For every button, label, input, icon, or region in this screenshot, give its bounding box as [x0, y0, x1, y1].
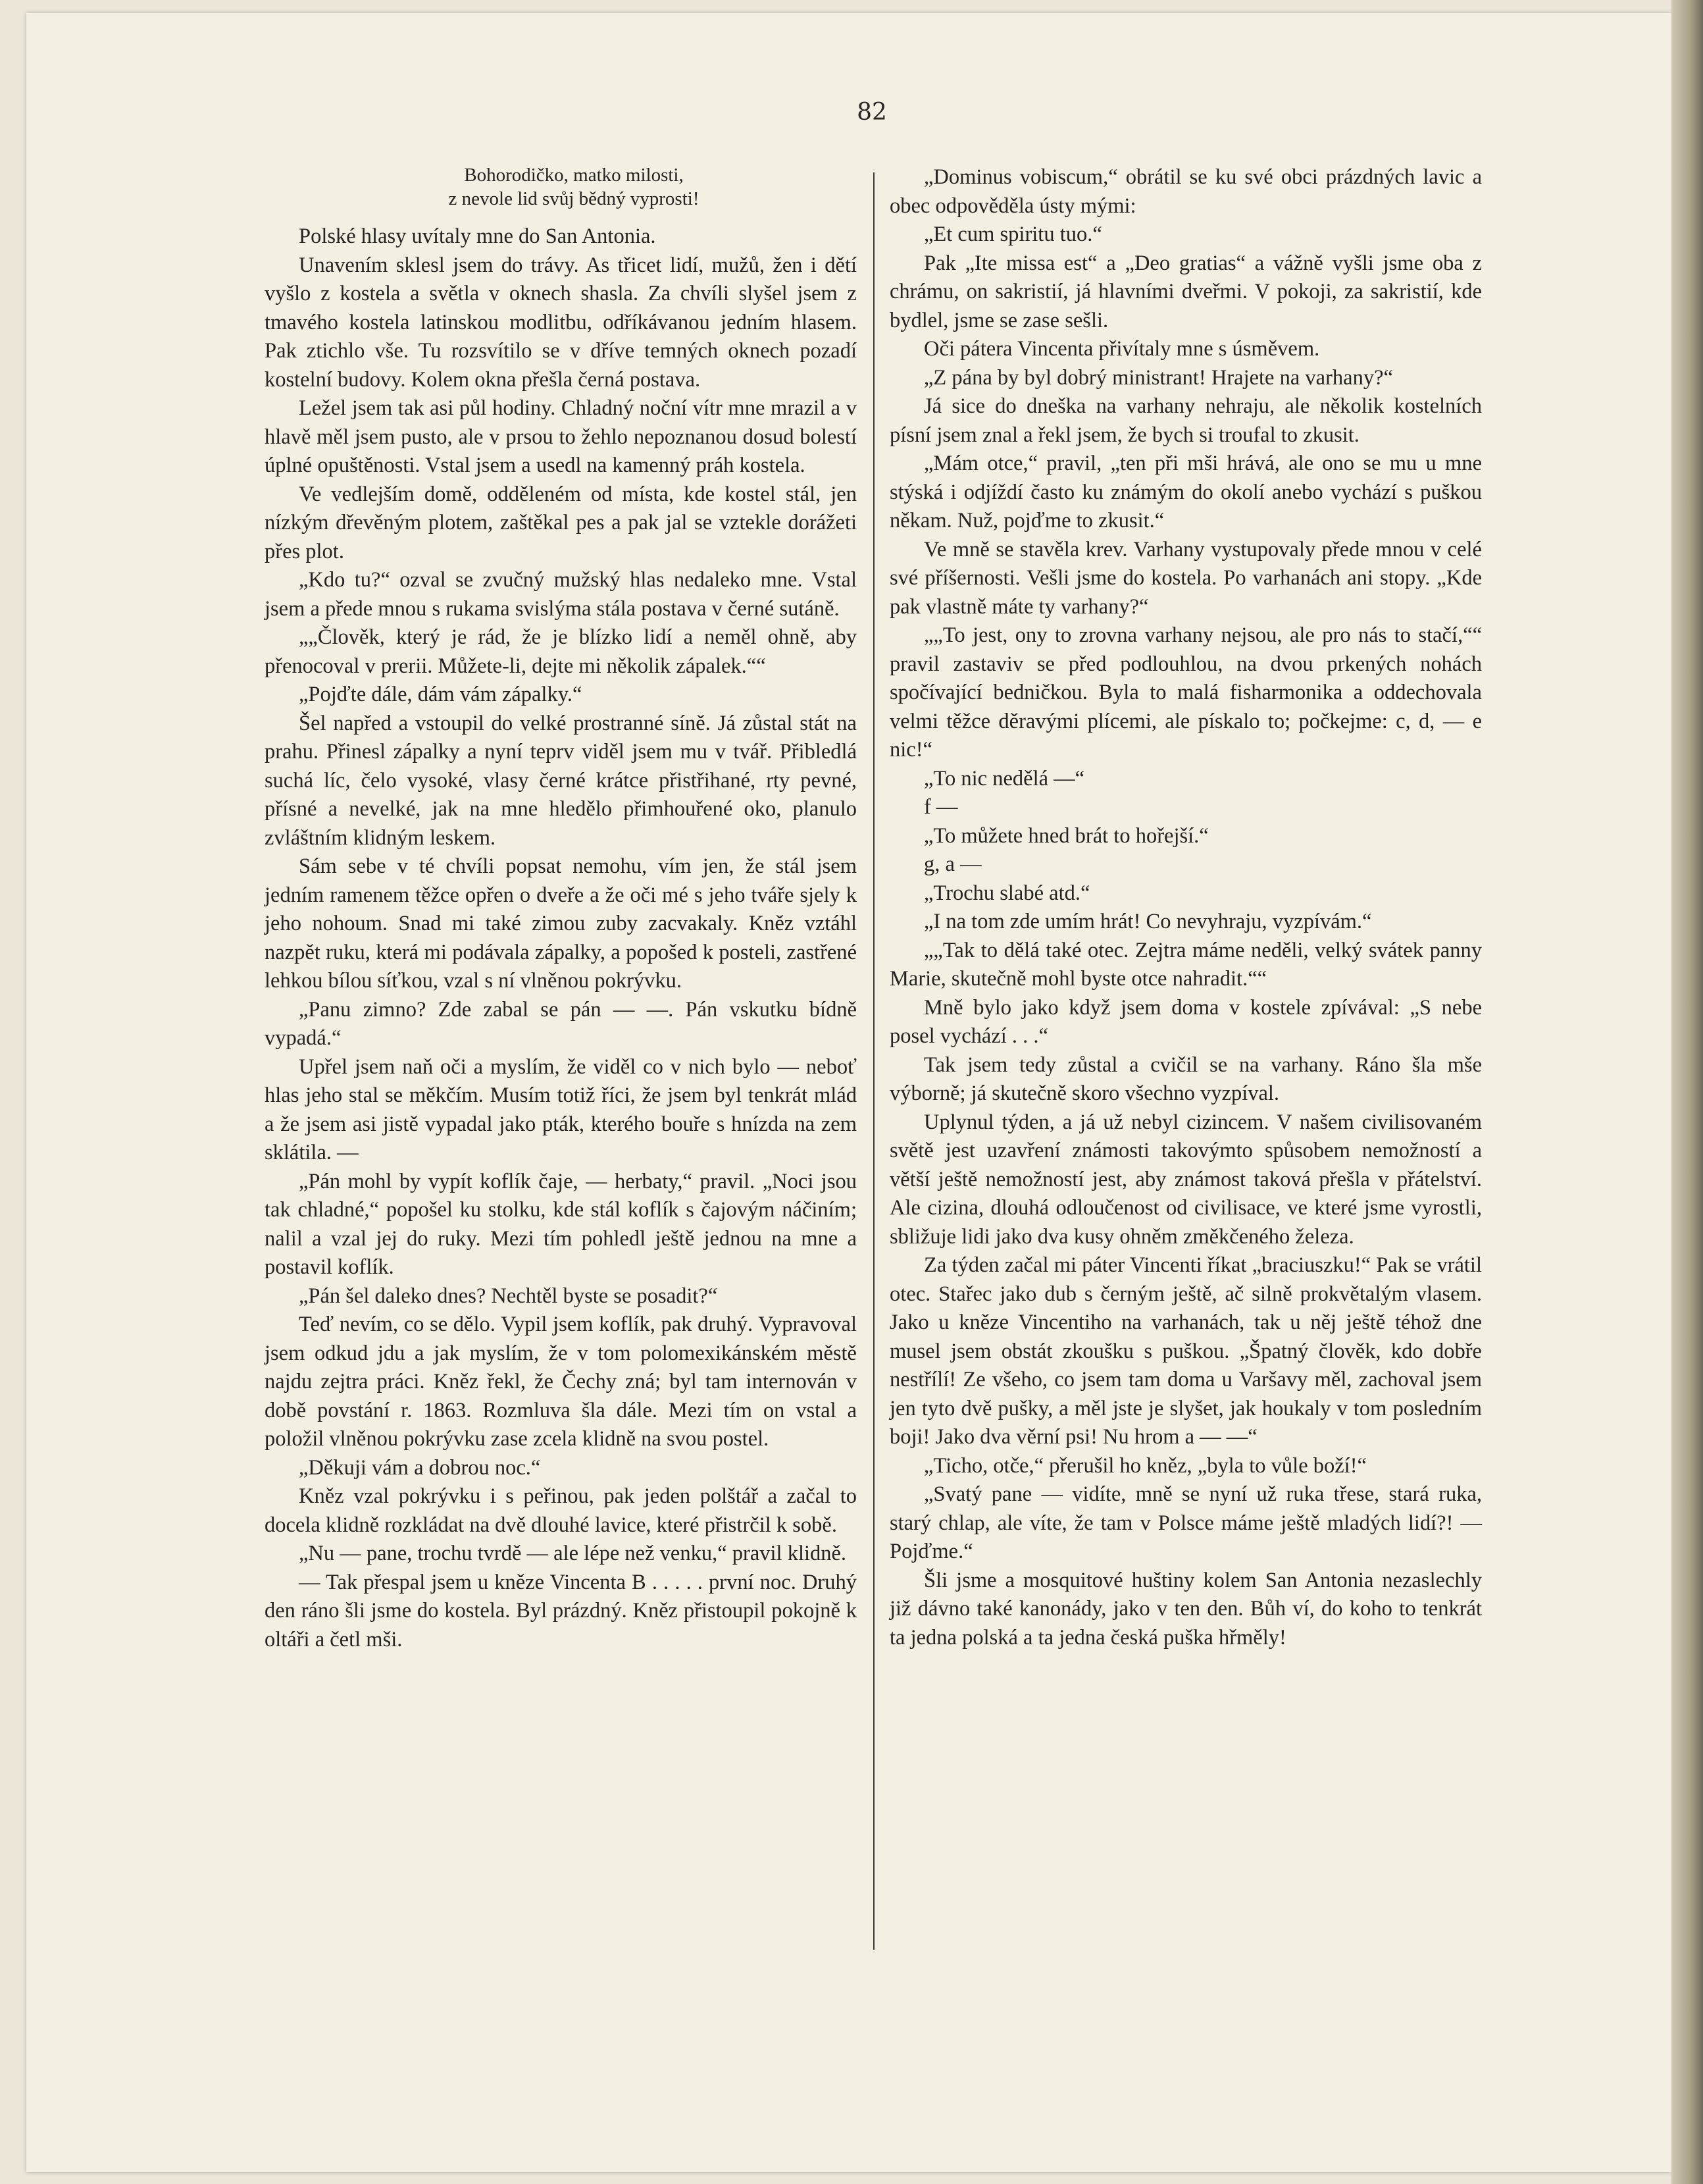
paragraph: „Kdo tu?“ ozval se zvučný mužský hlas nedaleko mne. Vstal jsem a přede mnou s rukama svislýma stála postava v černé sutáně. — [265, 568, 857, 621]
paragraph: „Pán šel daleko dnes? Nechtěl byste se posadit?“ — [299, 1284, 718, 1308]
paragraph: „Svatý pane — vidíte, mně se nyní už ruka třese, stará ruka, starý chlap, ale víte, že tam v Polsce máme ještě mladých lidí?! — Pojďme.“ — [890, 1482, 1482, 1563]
paragraph: g, a — — [924, 852, 982, 876]
paragraph: „Pán mohl by vypít koflík čaje, — herbaty,“ pravil. „Noci jsou tak chladné,“ popošel ku stolku, kde stál koflík s čajovým náčiním; nalil a vzal jej do ruky. Mezi tím pohledl ještě jednou na mne a postavil koflík. — [265, 1169, 857, 1279]
paragraph: „Panu zimno? Zde zabal se pán — —. Pán vskutku bídně vypadá.“ — [265, 997, 857, 1050]
paragraph: Šel napřed a vstoupil do velké prostranné síně. Já zůstal stát na prahu. Přinesl zápalky a nyní teprv viděl jsem mu v tvář. Přibledlá suchá líc, čelo vysoké, vlasy černé krátce přistřihané, rty pevné, přísné a nevelké, jak na mne hledělo přimhouřené oko, planulo zvláštním klidným leskem. — [265, 711, 857, 850]
verse-line: z nevole lid svůj bědný vyprosti! — [448, 188, 699, 209]
paragraph: — Tak přespal jsem u kněze Vincenta B . . . . . první noc. Druhý den ráno šli jsme do kostela. Byl prázdný. Kněz přistoupil pokojně k oltáři a četl mši. — [265, 1570, 857, 1651]
paragraph: „„Tak to dělá také otec. Zejtra máme neděli, velký svátek panny Marie, skutečně mohl byste otce nahradit.““ — [890, 938, 1482, 991]
paragraph: Šli jsme a mosquitové huštiny kolem San Antonia nezaslechly již dávno také kanonády, jako v ten den. Bůh ví, do koho to tenkrát ta jedna polská a ta jedna česká puška hřměly! — [890, 1568, 1482, 1650]
paragraph: „To nic nedělá —“ — [924, 766, 1085, 791]
right-column — [890, 163, 1482, 1652]
paragraph: Ve mně se stavěla krev. Varhany vystupovaly přede mnou v celé své příšernosti. Vešli jsme do kostela. Po varhanách ani stopy. „Kde pak vlastně máte ty varhany?“ — [890, 537, 1482, 619]
paragraph: Uplynul týden, a já už nebyl cizincem. V našem civilisovaném světě jest uzavření známosti takovýmto spůsobem nemožností a větší ještě nemožností jest, aby známost taková přešla v přátelství. Ale cizina, dlouhá odloučenost od civilisace, ve které jsme vyrostli, sbližuje lidi jako dva kusy ohněm změkčeného železa. — [890, 1110, 1482, 1249]
paragraph: Unavením sklesl jsem do trávy. As třicet lidí, mužů, žen i dětí vyšlo z kostela a světla v oknech shasla. Za chvíli slyšel jsem z tmavého kostela latinskou modlitbu, odříkávanou jedním hlasem. Pak ztichlo vše. Tu rozsvítilo se v dříve temných oknech pozadí kostelní budovy. Kolem okna přešla černá postava. — [265, 253, 857, 392]
paragraph: Tak jsem tedy zůstal a cvičil se na varhany. Ráno šla mše výborně; já skutečně skoro všechno vyzpíval. — [890, 1053, 1482, 1105]
paragraph: Teď nevím, co se dělo. Vypil jsem koflík, pak druhý. Vypravoval jsem odkud jdu a jak myslím, že v tom polomexikánském městě najdu zejtra práci. Kněz řekl, že Čechy zná; byl tam internován v době povstání r. 1863. Rozmluva šla dále. Mezi tím on vstal a položil vlněnou pokrývku zase zcela klidně na svou postel. — [265, 1313, 857, 1451]
paragraph: „„Člověk, který je rád, že je blízko lidí a neměl ohně, aby přenocoval v prerii. Můžete-li, dejte mi několik zápalek.““ — [265, 625, 857, 678]
paragraph: f — — [924, 795, 958, 819]
paragraph: „Et cum spiritu tuo.“ — [924, 222, 1102, 246]
paragraph: Za týden začal mi páter Vincenti říkat „braciuszku!“ Pak se vrátil otec. Stařec jako dub s černým ještě, ač silně prokvětalým vlasem. Jako u kněze Vincentiho na varhanách, tak u něj ještě téhož dne musel jsem obstát zkoušku s puškou. „Špatný člověk, kdo dobře nestřílí! Ze všeho, co jsem tam doma u Varšavy měl, zachoval jsem jen tyto dvě pušky, a měl jste je slyšet, jak houkaly v tom posledním boji! Jako dva věrní psi! Nu hrom a — —“ — [890, 1253, 1482, 1449]
book-edge — [1671, 0, 1703, 2184]
paragraph: „I na tom zde umím hrát! Co nevyhraju, vyzpívám.“ — [924, 910, 1372, 933]
paragraph: „Z pána by byl dobrý ministrant! Hrajete na varhany?“ — [924, 365, 1393, 390]
paragraph: Ve vedlejším domě, odděleném od místa, kde kostel stál, jen nízkým dřevěným plotem, zaštěkal pes a pak jal se vztekle dorážeti přes plot. — [265, 482, 857, 563]
paragraph: Polské hlasy uvítaly mne do San Antonia. — [299, 224, 656, 248]
left-column — [265, 163, 857, 1654]
paragraph: Ležel jsem tak asi půl hodiny. Chladný noční vítr mne mrazil a v hlavě měl jsem pusto, ale v prsou to žehlo nepoznanou dosud bolestí úplné opuštěnosti. Vstal jsem a usedl na kamenný práh kostela. — [265, 396, 857, 477]
paragraph: Oči pátera Vincenta přivítaly mne s úsměvem. — [924, 337, 1320, 361]
paragraph: Mně bylo jako když jsem doma v kostele zpívával: „S nebe posel vychází . . .“ — [890, 995, 1482, 1048]
paragraph: Sám sebe v té chvíli popsat nemohu, vím jen, že stál jsem jedním ramenem těžce opřen o dveře a že oči mé s jeho tváře sjely k jeho nohoum. Snad mi také zimou zuby zacvakaly. Kněz vztáhl nazpět ruku, která mi podávala zápalky, a popošed k posteli, zastřené lehkou bílou síťkou, vzal s ní vlněnou pokrývku. — [265, 854, 857, 993]
paragraph: „Trochu slabé atd.“ — [924, 881, 1090, 905]
paragraph: „To můžete hned brát to hořejší.“ — [924, 823, 1209, 848]
verse — [265, 163, 857, 211]
paragraph: „Dominus vobiscum,“ obrátil se ku své obci prázdných lavic a obec odpověděla ústy mými: — [890, 165, 1482, 218]
paragraph: Upřel jsem naň oči a myslím, že viděl co v nich bylo — neboť hlas jeho stal se měkčím. Musím totiž říci, že jsem byl tenkrát mlád a že jsem asi jistě vypadal jako pták, kterého bouře s hnízda na zem sklátila. — — [265, 1054, 857, 1164]
paragraph: Kněz vzal pokrývku i s peřinou, pak jeden polštář a začal to docela klidně rozkládat na dvě dlouhé lavice, které přistrčil k sobě. — [265, 1484, 857, 1537]
paragraph: „Nu — pane, trochu tvrdě — ale lépe než venku,“ pravil klidně. — [299, 1542, 847, 1565]
paragraph: Pak „Ite missa est“ a „Deo gratias“ a vážně vyšli jsme oba z chrámu, on sakristií, já hlavními dveřmi. V pokoji, za sakristií, kde bydlel, jsme se zase sešli. — [890, 251, 1482, 332]
paragraph: „Pojďte dále, dám vám zápalky.“ — [299, 683, 582, 706]
page-number: 82 — [857, 99, 887, 126]
paragraph: Já sice do dneška na varhany nehraju, ale několik kostelních písní jsem znal a řekl jsem, že bych si troufal to zkusit. — [890, 394, 1482, 447]
paragraph: „Mám otce,“ pravil, „ten při mši hrává, ale ono se mu u mne stýská i odjíždí často ku známým do okolí anebo vychází s puškou někam. Nuž, pojďme to zkusit.“ — [890, 452, 1482, 533]
paragraph: „Ticho, otče,“ přerušil ho kněz, „byla to vůle boží!“ — [924, 1453, 1367, 1478]
verse-line: Bohorodičko, matko milosti, — [464, 165, 684, 186]
paragraph: „„To jest, ony to zrovna varhany nejsou, ale pro nás to stačí,““ pravil zastaviv se před podlouhlou, na dvou prkených nohách spočívající bedničkou. Byla to malá fisharmonika a oddechovala velmi těžce děravými plícemi, ale pískalo to; počkejme: c, d, — e nic!“ — [890, 623, 1482, 762]
paragraph: „Děkuji vám a dobrou noc.“ — [299, 1455, 541, 1480]
column-divider — [873, 172, 875, 1950]
